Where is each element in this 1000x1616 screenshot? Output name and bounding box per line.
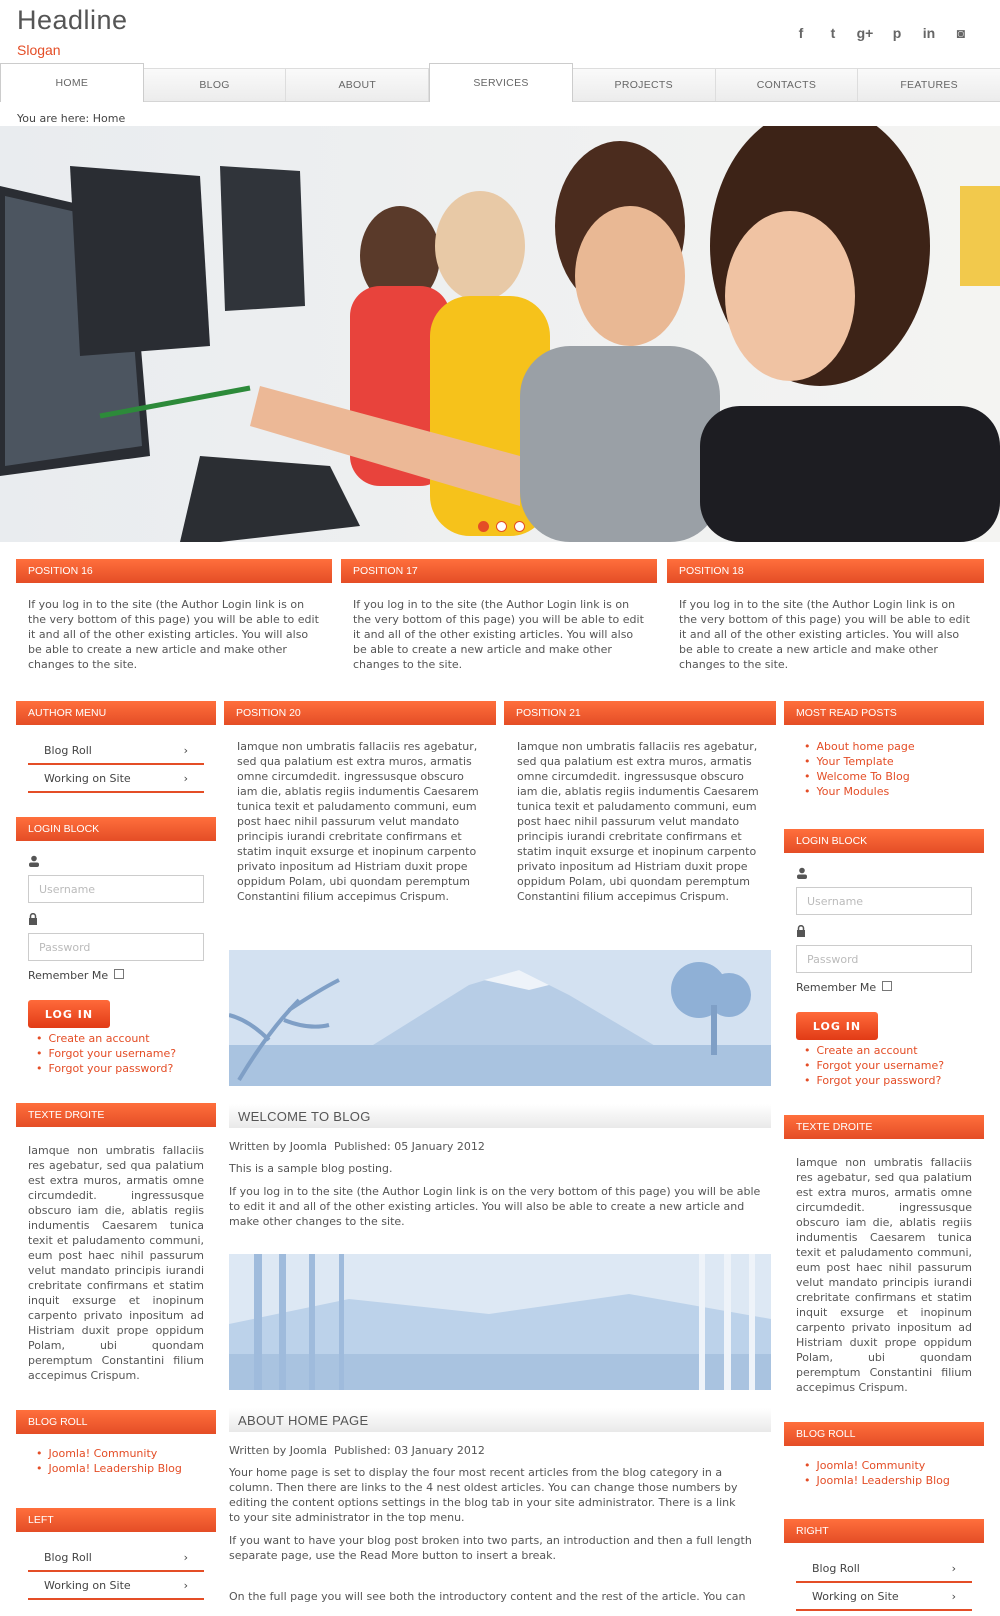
menu-item-blog-roll[interactable] bbox=[796, 1555, 972, 1583]
position-21 bbox=[504, 701, 776, 904]
nav-about[interactable]: ABOUT bbox=[286, 69, 429, 101]
position-17-text: If you log in to the site (the Author Login link is on the very bottom of this page) you will be able to edit it and all of the other existing articles. You will also be able to create a new article and make other changes to the site. bbox=[353, 598, 644, 671]
site-headline: Headline bbox=[17, 5, 128, 35]
chevron-right-icon: › bbox=[951, 1589, 956, 1603]
blog-roll-links bbox=[16, 1434, 216, 1476]
breadcrumb: You are here: Home bbox=[17, 112, 126, 125]
joomla-leadership-link[interactable]: Joomla! Leadership Blog bbox=[816, 1474, 950, 1487]
position-18 bbox=[667, 559, 984, 672]
username-input[interactable]: Username bbox=[796, 887, 972, 915]
most-read-title: MOST READ POSTS bbox=[784, 701, 984, 725]
position-21-text: Iamque non umbratis fallaciis res agebatur, sed qua palatium est extra muros, armatis omne circumdedit. ingressusque obscuro iam die, ablatis regiis indumentis Caesarem tunica texit et paludamento communi, eum post haec nihil passurum velut mandato principis iurandi crebritate confirmans et statim inquit exsurge et inopinum carpento privato inpositum ad Histriam duxit prope oppidum Polam, ubi quondam peremptum Constantini filium accepimus Crispum. bbox=[517, 740, 759, 903]
forgot-username-link[interactable]: Forgot your username? bbox=[816, 1059, 945, 1072]
article-title[interactable]: WELCOME TO BLOG bbox=[229, 1104, 771, 1128]
site-slogan: Slogan bbox=[17, 42, 61, 58]
main-nav bbox=[0, 68, 1000, 102]
article-image-mountain bbox=[229, 950, 771, 1086]
password-input[interactable]: Password bbox=[28, 933, 204, 961]
texte-droite-text: Iamque non umbratis fallaciis res agebatur, sed qua palatium est extra muros, armatis omne circumdedit. ingressusque obscuro iam die, ablatis regiis indumentis Caesarem tunica texit et paludamento communi, eum post haec nihil passurum velut mandato principis iurandi crebritate confirmans et statim inquit exsurge et inopinum carpento privato inpositum ad Histriam duxit prope oppidum Polam, ubi quondam peremptum Constantini filium accepimus Crispum. bbox=[796, 1156, 972, 1394]
link-item bbox=[804, 754, 964, 769]
blog-roll-links bbox=[784, 1446, 984, 1488]
position-18-title: POSITION 18 bbox=[667, 559, 984, 583]
facebook-icon[interactable]: f bbox=[798, 25, 804, 41]
remember-checkbox[interactable] bbox=[882, 981, 892, 991]
link-item bbox=[36, 1446, 196, 1461]
article-author: Written by Joomla bbox=[229, 1140, 328, 1153]
forgot-username-link[interactable]: Forgot your username? bbox=[48, 1047, 177, 1060]
article-text-1: Your home page is set to display the four most recent articles from the blog category in a column. Then there are links to the 4 nest oldest articles. You can change those numbers by editing the content options settings in the blog tab in your site administrator. There is a link to your site administrator in the top menu. bbox=[229, 1466, 738, 1524]
link-item bbox=[36, 1461, 196, 1476]
password-input[interactable]: Password bbox=[796, 945, 972, 973]
login-block-title: LOGIN BLOCK bbox=[784, 829, 984, 853]
texte-droite-right bbox=[784, 1115, 984, 1395]
article-text-2: If you want to have your blog post broken into two parts, an introduction and then a full length separate page, use the Read More button to insert a break. bbox=[229, 1534, 752, 1562]
position-18-text: If you log in to the site (the Author Login link is on the very bottom of this page) you will be able to edit it and all of the other existing articles. You will also be able to create a new article and make other changes to the site. bbox=[679, 598, 970, 671]
social-links bbox=[792, 24, 970, 42]
article-welcome bbox=[229, 1104, 771, 1229]
hero-image bbox=[0, 126, 1000, 542]
chevron-right-icon: › bbox=[183, 743, 188, 757]
chevron-right-icon: › bbox=[183, 771, 188, 785]
username-input[interactable]: Username bbox=[28, 875, 204, 903]
user-icon bbox=[28, 855, 204, 871]
article-date: Published: 03 January 2012 bbox=[334, 1444, 485, 1457]
article-image-bamboo bbox=[229, 1254, 771, 1390]
create-account-link[interactable]: Create an account bbox=[816, 1044, 918, 1057]
google-plus-icon[interactable]: g+ bbox=[856, 25, 874, 41]
left-menu bbox=[16, 1508, 216, 1600]
left-menu-title: LEFT bbox=[16, 1508, 216, 1532]
menu-item-label: Working on Site bbox=[44, 1578, 131, 1592]
hero-slider bbox=[0, 126, 1000, 542]
position-17-title: POSITION 17 bbox=[341, 559, 657, 583]
texte-droite-text: Iamque non umbratis fallaciis res agebatur, sed qua palatium est extra muros, armatis omne circumdedit. ingressusque obscuro iam die, ablatis regiis indumentis Caesarem tunica texit et paludamento communi, eum post haec nihil passurum velut mandato principis iurandi crebritate confirmans et statim inquit exsurge et inopinum carpento privato inpositum ad Histriam duxit prope oppidum Polam, ubi quondam peremptum Constantini filium accepimus Crispum. bbox=[28, 1144, 204, 1382]
menu-item-blog-roll[interactable] bbox=[28, 737, 204, 765]
position-17 bbox=[341, 559, 657, 672]
login-button[interactable]: LOG IN bbox=[796, 1012, 878, 1040]
position-20-text: Iamque non umbratis fallaciis res agebatur, sed qua palatium est extra muros, armatis omne circumdedit. ingressusque obscuro iam die, ablatis regiis indumentis Caesarem tunica texit et paludamento communi, eum post haec nihil passurum velut mandato principis iurandi crebritate confirmans et statim inquit exsurge et inopinum carpento privato inpositum ad Histriam duxit prope oppidum Polam, ubi quondam peremptum Constantini filium accepimus Crispum. bbox=[237, 740, 479, 903]
article-text-2: If you log in to the site (the Author Login link is on the very bottom of this page) you will be able to edit it and all of the other existing articles. You will also be able to create a new article and make other changes to the site. bbox=[229, 1185, 761, 1228]
menu-item-label: Blog Roll bbox=[812, 1561, 860, 1575]
nav-services[interactable]: SERVICES bbox=[429, 63, 573, 102]
article-meta bbox=[229, 1140, 771, 1153]
lock-icon bbox=[28, 913, 204, 929]
login-block-title: LOGIN BLOCK bbox=[16, 817, 216, 841]
link-item bbox=[804, 784, 964, 799]
chevron-right-icon: › bbox=[183, 1550, 188, 1564]
most-read-links bbox=[784, 725, 984, 799]
article-author: Written by Joomla bbox=[229, 1444, 328, 1457]
joomla-community-link[interactable]: Joomla! Community bbox=[816, 1459, 926, 1472]
menu-item-working-on-site[interactable] bbox=[28, 765, 204, 793]
nav-blog[interactable]: BLOG bbox=[144, 69, 287, 101]
texte-droite-title: TEXTE DROITE bbox=[784, 1115, 984, 1139]
blog-roll-right bbox=[784, 1422, 984, 1488]
link-item bbox=[804, 1473, 964, 1488]
forgot-password-link[interactable]: Forgot your password? bbox=[48, 1062, 174, 1075]
about-home-link[interactable]: About home page bbox=[816, 740, 915, 753]
blog-roll-left bbox=[16, 1410, 216, 1476]
texte-droite-title: TEXTE DROITE bbox=[16, 1103, 216, 1127]
texte-droite-left bbox=[16, 1103, 216, 1383]
link-item bbox=[804, 1058, 972, 1073]
menu-item-label: Working on Site bbox=[812, 1589, 899, 1603]
link-item bbox=[804, 1458, 964, 1473]
position-16-text: If you log in to the site (the Author Login link is on the very bottom of this page) you will be able to edit it and all of the other existing articles. You will also be able to create a new article and make other changes to the site. bbox=[28, 598, 319, 671]
forgot-password-link[interactable]: Forgot your password? bbox=[816, 1074, 942, 1087]
remember-label: Remember Me bbox=[28, 969, 109, 982]
welcome-blog-link[interactable]: Welcome To Blog bbox=[816, 770, 910, 783]
your-modules-link[interactable]: Your Modules bbox=[816, 785, 890, 798]
article-text-1: This is a sample blog posting. bbox=[229, 1162, 393, 1175]
menu-item-blog-roll[interactable] bbox=[28, 1544, 204, 1572]
position-20 bbox=[224, 701, 496, 904]
your-template-link[interactable]: Your Template bbox=[816, 755, 894, 768]
link-item bbox=[804, 739, 964, 754]
article-text-3: On the full page you will see both the introductory content and the rest of the article. You can bbox=[229, 1590, 746, 1603]
user-icon bbox=[796, 867, 972, 883]
link-item bbox=[804, 769, 964, 784]
most-read-posts bbox=[784, 701, 984, 799]
blog-roll-title: BLOG ROLL bbox=[16, 1410, 216, 1434]
slide-dot-2[interactable] bbox=[496, 521, 507, 532]
remember-label: Remember Me bbox=[796, 981, 877, 994]
linkedin-icon[interactable]: in bbox=[922, 25, 936, 41]
joomla-leadership-link[interactable]: Joomla! Leadership Blog bbox=[48, 1462, 182, 1475]
menu-item-label: Working on Site bbox=[44, 771, 131, 785]
instagram-icon[interactable]: ◙ bbox=[956, 25, 966, 41]
position-21-title: POSITION 21 bbox=[504, 701, 776, 725]
chevron-right-icon: › bbox=[183, 1578, 188, 1592]
remember-row bbox=[796, 981, 972, 994]
link-item bbox=[804, 1073, 972, 1088]
remember-checkbox[interactable] bbox=[114, 969, 124, 979]
nav-home[interactable]: HOME bbox=[0, 63, 144, 102]
article-date: Published: 05 January 2012 bbox=[334, 1140, 485, 1153]
login-links bbox=[28, 1031, 204, 1076]
blog-roll-title: BLOG ROLL bbox=[784, 1422, 984, 1446]
nav-features[interactable]: FEATURES bbox=[900, 79, 958, 91]
twitter-icon[interactable]: t bbox=[830, 25, 836, 41]
create-account-link[interactable]: Create an account bbox=[48, 1032, 150, 1045]
login-block-left bbox=[16, 817, 216, 1076]
slide-dot-3[interactable] bbox=[514, 521, 525, 532]
joomla-community-link[interactable]: Joomla! Community bbox=[48, 1447, 158, 1460]
remember-row bbox=[28, 969, 204, 982]
article-meta bbox=[229, 1444, 771, 1457]
link-item bbox=[804, 1043, 972, 1058]
menu-item-working-on-site[interactable] bbox=[796, 1583, 972, 1611]
menu-item-label: Blog Roll bbox=[44, 743, 92, 757]
pinterest-icon[interactable]: p bbox=[892, 25, 902, 41]
author-menu bbox=[16, 701, 216, 793]
position-16-title: POSITION 16 bbox=[16, 559, 332, 583]
link-item bbox=[36, 1046, 204, 1061]
nav-contacts[interactable]: CONTACTS bbox=[716, 69, 859, 101]
position-16 bbox=[16, 559, 332, 672]
menu-item-working-on-site[interactable] bbox=[28, 1572, 204, 1600]
login-links bbox=[796, 1043, 972, 1088]
chevron-right-icon: › bbox=[951, 1561, 956, 1575]
lock-icon bbox=[796, 925, 972, 941]
slider-dots bbox=[478, 521, 525, 532]
position-20-title: POSITION 20 bbox=[224, 701, 496, 725]
link-item bbox=[36, 1031, 204, 1046]
link-item bbox=[36, 1061, 204, 1076]
login-button[interactable]: LOG IN bbox=[28, 1000, 110, 1028]
article-title[interactable]: ABOUT HOME PAGE bbox=[229, 1408, 771, 1432]
login-block-right bbox=[784, 829, 984, 1088]
author-menu-title: AUTHOR MENU bbox=[16, 701, 216, 725]
right-menu bbox=[784, 1519, 984, 1611]
slide-dot-1[interactable] bbox=[478, 521, 489, 532]
nav-projects[interactable]: PROJECTS bbox=[573, 69, 716, 101]
article-about bbox=[229, 1408, 771, 1604]
menu-item-label: Blog Roll bbox=[44, 1550, 92, 1564]
right-menu-title: RIGHT bbox=[784, 1519, 984, 1543]
